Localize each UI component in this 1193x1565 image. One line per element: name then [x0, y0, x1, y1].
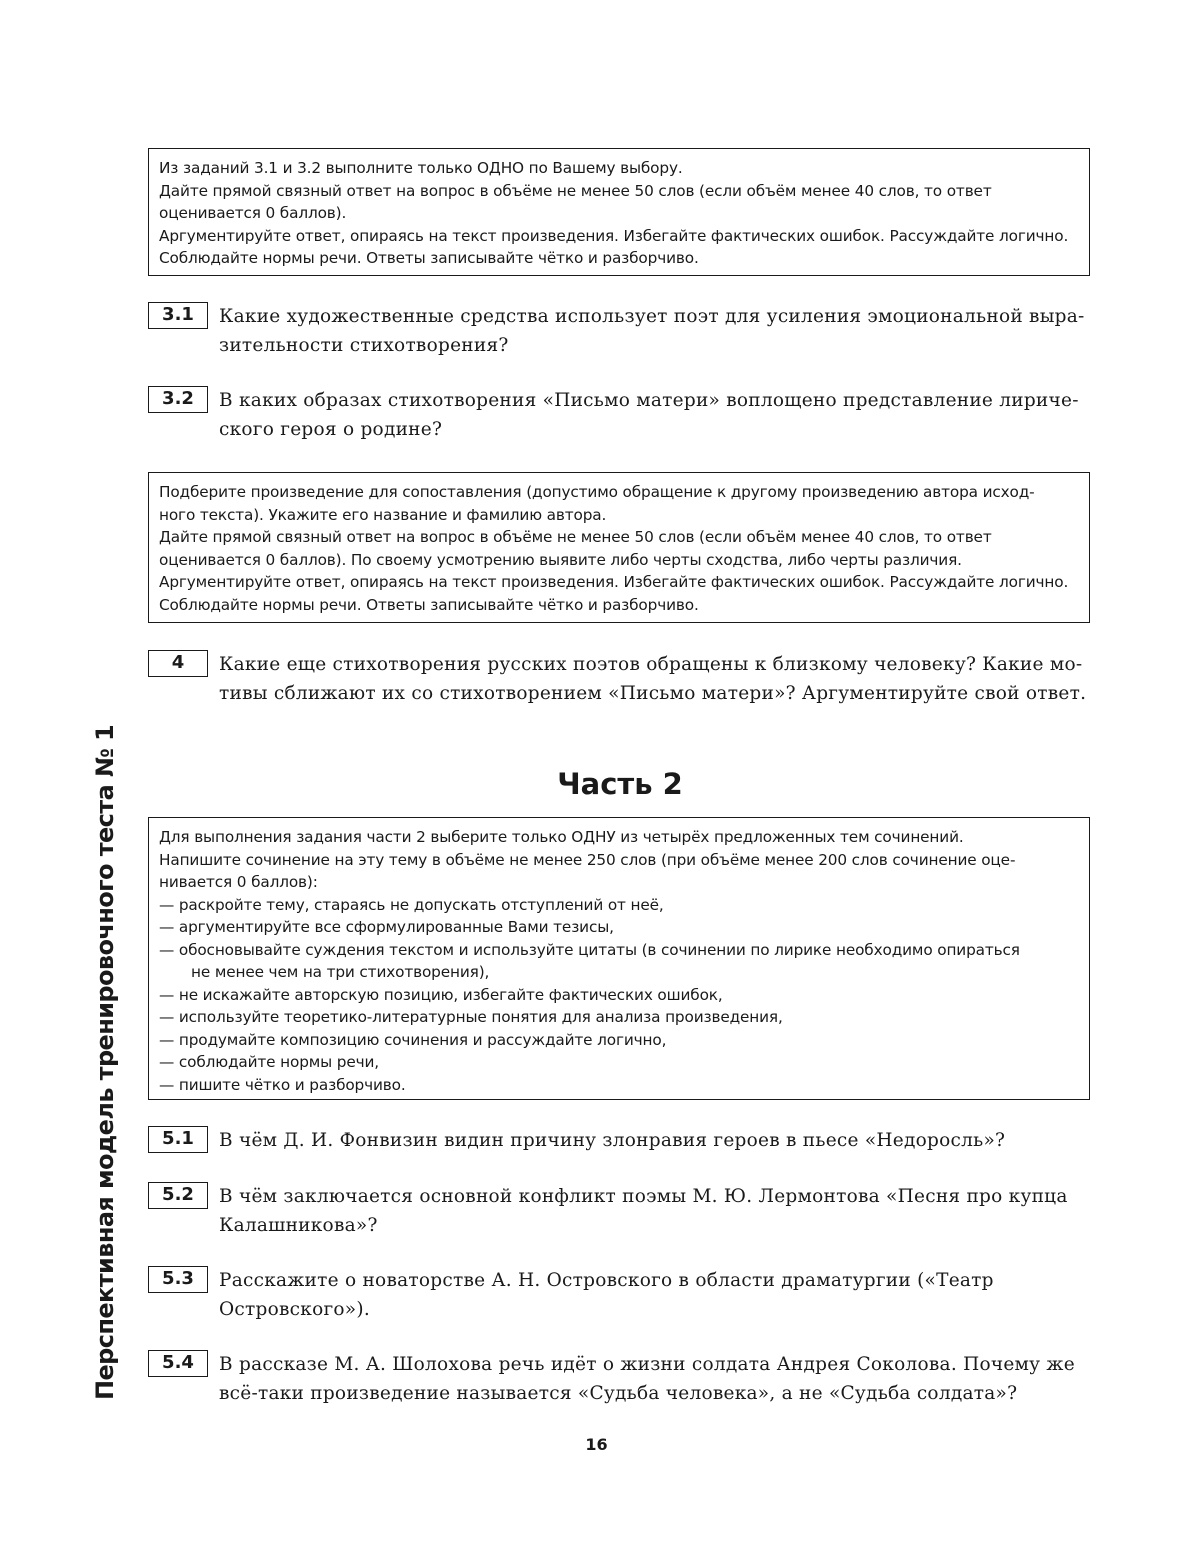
side-running-title: Перспективная модель тренировочного теста № 1 — [91, 724, 119, 1400]
instruction-line: оценивается 0 баллов). — [159, 204, 347, 222]
instructions-box-part-2 — [148, 817, 1090, 1100]
instruction-line: Дайте прямой связный ответ на вопрос в объёме не менее 50 слов (если объём менее 40 слов, то ответ — [159, 181, 992, 200]
task-question — [219, 386, 1092, 444]
task-question — [219, 650, 1092, 708]
task-number-badge: 3.1 — [148, 302, 208, 329]
instruction-line: Аргументируйте ответ, опираясь на текст произведения. Избегайте фактических ошибок. Рассуждайте логично. — [159, 573, 1069, 591]
instruction-line: Дайте прямой связный ответ на вопрос в объёме не менее 50 слов (если объём менее 40 слов, то ответ — [159, 528, 992, 546]
page-number: 16 — [585, 1435, 608, 1454]
task-question — [219, 1182, 1092, 1240]
task-question — [219, 1126, 1092, 1155]
task-question-line: В каких образах стихотворения «Письмо матери» воплощено представление лириче- — [219, 390, 1079, 411]
task-question — [219, 1266, 1092, 1324]
instruction-line: Для выполнения задания части 2 выберите только ОДНУ из четырёх предложенных тем сочинений. — [159, 828, 964, 846]
task-5-3 — [148, 1266, 1092, 1326]
task-5-1 — [148, 1126, 1092, 1158]
task-3-2 — [148, 386, 1092, 446]
instruction-line: Аргументируйте ответ, опираясь на текст произведения. Избегайте фактических ошибок. Рассуждайте логично. — [159, 226, 1069, 245]
task-question — [219, 302, 1092, 360]
instruction-line: оценивается 0 баллов). По своему усмотрению выявите либо черты сходства, либо черты различия. — [159, 550, 962, 569]
task-5-2 — [148, 1182, 1092, 1242]
task-question-line: ского героя о родине? — [219, 419, 443, 440]
task-3-1 — [148, 302, 1092, 362]
instruction-line: Подберите произведение для сопоставления (допустимо обращение к другому произведению автора исход- — [159, 483, 1035, 501]
task-question-line: Калашникова»? — [219, 1215, 378, 1236]
task-question-line: В рассказе М. А. Шолохова речь идёт о жизни солдата Андрея Соколова. Почему же — [219, 1354, 1075, 1375]
instructions-box-task-4 — [148, 472, 1090, 623]
task-question-line: В чём Д. И. Фонвизин видин причину злонравия героев в пьесе «Недоросль»? — [219, 1130, 1006, 1151]
instruction-list-item: — не искажайте авторскую позицию, избегайте фактических ошибок, — [159, 985, 723, 1004]
instruction-list-item: — раскройте тему, стараясь не допускать отступлений от неё, — [159, 895, 664, 914]
instruction-list-item: — пишите чётко и разборчиво. — [159, 1075, 406, 1094]
instruction-list-item: — продумайте композицию сочинения и рассуждайте логично, — [159, 1030, 667, 1049]
task-number-badge: 4 — [148, 650, 208, 677]
instruction-list-item: — обосновывайте суждения текстом и используйте цитаты (в сочинении по лирике необходимо опираться — [159, 940, 1020, 959]
task-question — [219, 1350, 1092, 1408]
task-question-line: Какие еще стихотворения русских поэтов обращены к близкому человеку? Какие мо- — [219, 654, 1083, 675]
task-question-line: Расскажите о новаторстве А. Н. Островского в области драматургии («Театр — [219, 1270, 994, 1291]
instruction-list-item: — аргументируйте все сформулированные Вами тезисы, — [159, 918, 614, 936]
task-question-line: Островского»). — [219, 1299, 370, 1320]
instruction-line: ного текста). Укажите его название и фамилию автора. — [159, 505, 607, 524]
instruction-list-item-continuation: не менее чем на три стихотворения), — [191, 963, 490, 981]
instruction-line: Соблюдайте нормы речи. Ответы записывайте чётко и разборчиво. — [159, 249, 699, 267]
task-question-line: В чём заключается основной конфликт поэмы М. Ю. Лермонтова «Песня про купца — [219, 1186, 1068, 1207]
task-number-badge: 5.4 — [148, 1350, 208, 1377]
task-question-line: всё-таки произведение называется «Судьба человека», а не «Судьба солдата»? — [219, 1383, 1018, 1404]
task-question-line: зительности стихотворения? — [219, 335, 509, 356]
instruction-line: Соблюдайте нормы речи. Ответы записывайте чётко и разборчиво. — [159, 595, 699, 614]
task-4 — [148, 650, 1092, 710]
instruction-list-item: — соблюдайте нормы речи, — [159, 1053, 380, 1071]
task-question-line: тивы сближают их со стихотворением «Письмо матери»? Аргументируйте свой ответ. — [219, 683, 1087, 704]
task-number-badge: 5.2 — [148, 1182, 208, 1209]
instruction-line: нивается 0 баллов): — [159, 873, 318, 891]
task-number-badge: 3.2 — [148, 386, 208, 413]
task-question-line: Какие художественные средства использует поэт для усиления эмоциональной выра- — [219, 306, 1085, 327]
instruction-line: Напишите сочинение на эту тему в объёме не менее 250 слов (при объёме менее 200 слов сочинение оце- — [159, 850, 1016, 869]
instruction-list-item: — используйте теоретико-литературные понятия для анализа произведения, — [159, 1008, 783, 1026]
task-number-badge: 5.3 — [148, 1266, 208, 1293]
task-number-badge: 5.1 — [148, 1126, 208, 1153]
task-5-4 — [148, 1350, 1092, 1410]
part-2-heading: Часть 2 — [557, 767, 683, 801]
instructions-box-tasks-3 — [148, 148, 1090, 276]
instruction-line: Из заданий 3.1 и 3.2 выполните только ОДНО по Вашему выбору. — [159, 159, 683, 177]
